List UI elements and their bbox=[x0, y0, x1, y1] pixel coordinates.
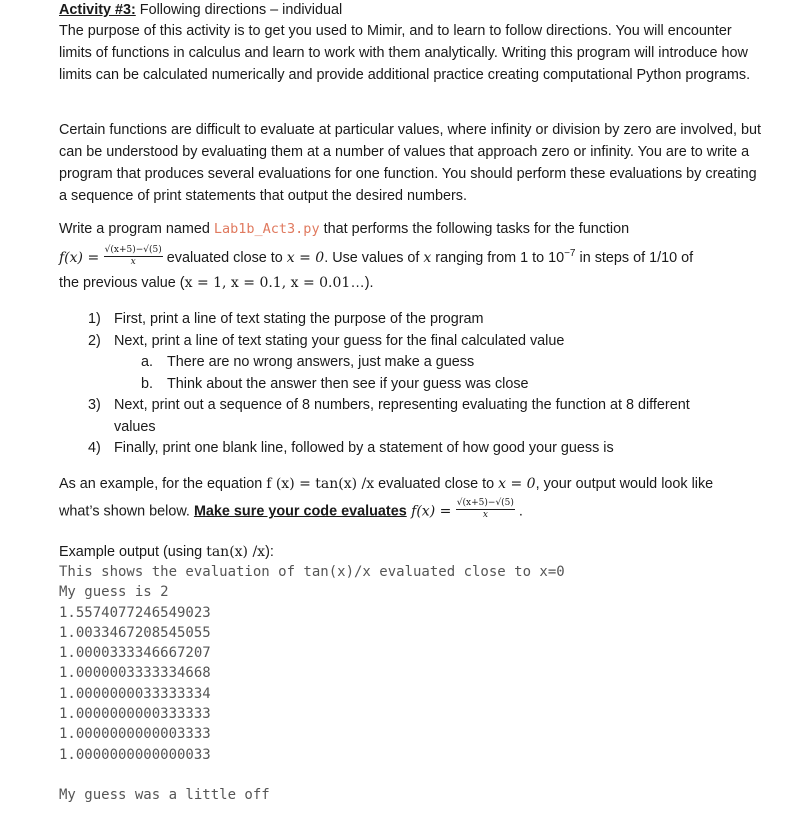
filename: Lab1b_Act3.py bbox=[213, 221, 320, 237]
example-text: evaluated close to bbox=[374, 476, 499, 492]
function-lhs: f(x) = bbox=[59, 249, 104, 266]
output-line: 1.0000000000333333 bbox=[59, 706, 211, 723]
example-text: . bbox=[514, 503, 523, 520]
task-line-3 bbox=[59, 272, 374, 294]
output-line: This shows the evaluation of tan(x)/x evaluated close to x=0 bbox=[59, 564, 565, 580]
list-number: 2) bbox=[88, 332, 101, 349]
output-line: 1.0033467208545055 bbox=[59, 624, 211, 641]
sub-list-item bbox=[59, 374, 774, 396]
output-line: 1.5574077246549023 bbox=[59, 604, 211, 621]
intro-paragraph: The purpose of this activity is to get you used to Mimir, and to learn to follow directions. You will encounter limits of functions in calculus and learn to work with them analytically. Writing this program will introduce how limits can be calculated numerically and provide additional practice creating computational Python programs. bbox=[59, 23, 751, 83]
output-line: 1.0000000000000033 bbox=[59, 746, 211, 763]
output-heading-text: Example output (using bbox=[59, 544, 207, 560]
task-line-2 bbox=[59, 243, 789, 270]
output-line: 1.0000333346667207 bbox=[59, 645, 211, 662]
task-text: evaluated close to bbox=[162, 249, 287, 266]
function-fraction bbox=[456, 498, 515, 521]
fraction-numerator: √(x+5)−√(5) bbox=[456, 498, 514, 508]
list-number: 3) bbox=[88, 397, 101, 413]
math-sequence: x = 1, x = 0.1, x = 0.01 bbox=[184, 275, 351, 291]
example-text: what’s shown below. bbox=[59, 503, 194, 520]
output-line: My guess is 2 bbox=[59, 584, 169, 601]
sub-list-item bbox=[59, 352, 774, 374]
task-text: that performs the following tasks for the function bbox=[319, 221, 630, 237]
list-number: 1) bbox=[88, 311, 101, 327]
list-text: Next, print a line of text stating your guess for the final calculated value bbox=[114, 332, 565, 349]
list-item-continuation bbox=[59, 417, 774, 439]
example-text: As an example, for the equation bbox=[59, 476, 267, 492]
list-text: values bbox=[114, 418, 156, 435]
fraction-denominator: x bbox=[130, 256, 136, 267]
math-x-zero: x = 0 bbox=[498, 476, 536, 492]
task-text: the previous value ( bbox=[59, 275, 185, 291]
output-line: 1.0000003333334668 bbox=[59, 665, 211, 682]
list-text: Think about the answer then see if your guess was close bbox=[167, 375, 529, 392]
list-letter: a. bbox=[141, 354, 154, 370]
example-output-block bbox=[59, 562, 565, 765]
activity-title: Following directions – individual bbox=[135, 2, 343, 18]
output-final-line: My guess was a little off bbox=[59, 787, 270, 803]
task-text: Write a program named bbox=[59, 221, 214, 237]
list-item bbox=[59, 438, 774, 460]
task-line-1 bbox=[59, 218, 774, 240]
math-x: x bbox=[423, 249, 432, 266]
example-text: , your output would look like bbox=[535, 476, 714, 492]
activity-heading bbox=[59, 0, 342, 20]
list-text: First, print a line of text stating the purpose of the program bbox=[114, 311, 484, 327]
output-line: 1.0000000000003333 bbox=[59, 726, 211, 743]
list-text: Next, print out a sequence of 8 numbers, representing evaluating the function at 8 different bbox=[114, 397, 690, 413]
task-text: in steps of 1/10 of bbox=[575, 249, 694, 266]
math-x-zero: x = 0 bbox=[286, 249, 325, 266]
fraction-numerator: √(x+5)−√(5) bbox=[104, 244, 162, 255]
output-heading-text: ): bbox=[265, 544, 274, 560]
exponent: −7 bbox=[564, 248, 576, 259]
task-text: . Use values of bbox=[324, 249, 424, 266]
task-text: ranging from 1 to 10 bbox=[431, 249, 565, 266]
emphasis-text: Make sure your code evaluates bbox=[193, 503, 407, 520]
activity-label: Activity #3: bbox=[59, 2, 136, 18]
steps-list bbox=[59, 309, 774, 460]
list-letter: b. bbox=[141, 375, 154, 392]
function-lhs: f(x) = bbox=[406, 503, 456, 520]
math-equation: f (x) = tan(x) /x bbox=[266, 476, 375, 492]
list-text: There are no wrong answers, just make a guess bbox=[167, 354, 475, 370]
list-item bbox=[59, 395, 774, 417]
list-item bbox=[59, 331, 774, 353]
math-equation: tan(x) /x bbox=[206, 544, 266, 560]
fraction-denominator: x bbox=[482, 510, 488, 520]
example-line-1 bbox=[59, 473, 789, 495]
list-text: Finally, print one blank line, followed by a statement of how good your guess is bbox=[114, 440, 614, 456]
output-heading bbox=[59, 541, 274, 563]
list-number: 4) bbox=[88, 440, 101, 456]
output-line: 1.0000000033333334 bbox=[59, 685, 211, 702]
problem-paragraph: Certain functions are difficult to evaluate at particular values, where infinity or division by zero are involved, but can be understood by evaluating them at a number of values that approach zero or infinity. You are to write a program that produces several evaluations for one function. You should perform these evaluations by creating a sequence of print statements that output the desired numbers. bbox=[59, 122, 762, 204]
list-item bbox=[59, 309, 774, 331]
task-text: …). bbox=[350, 275, 374, 291]
function-fraction bbox=[104, 245, 163, 268]
example-line-2 bbox=[59, 500, 523, 523]
